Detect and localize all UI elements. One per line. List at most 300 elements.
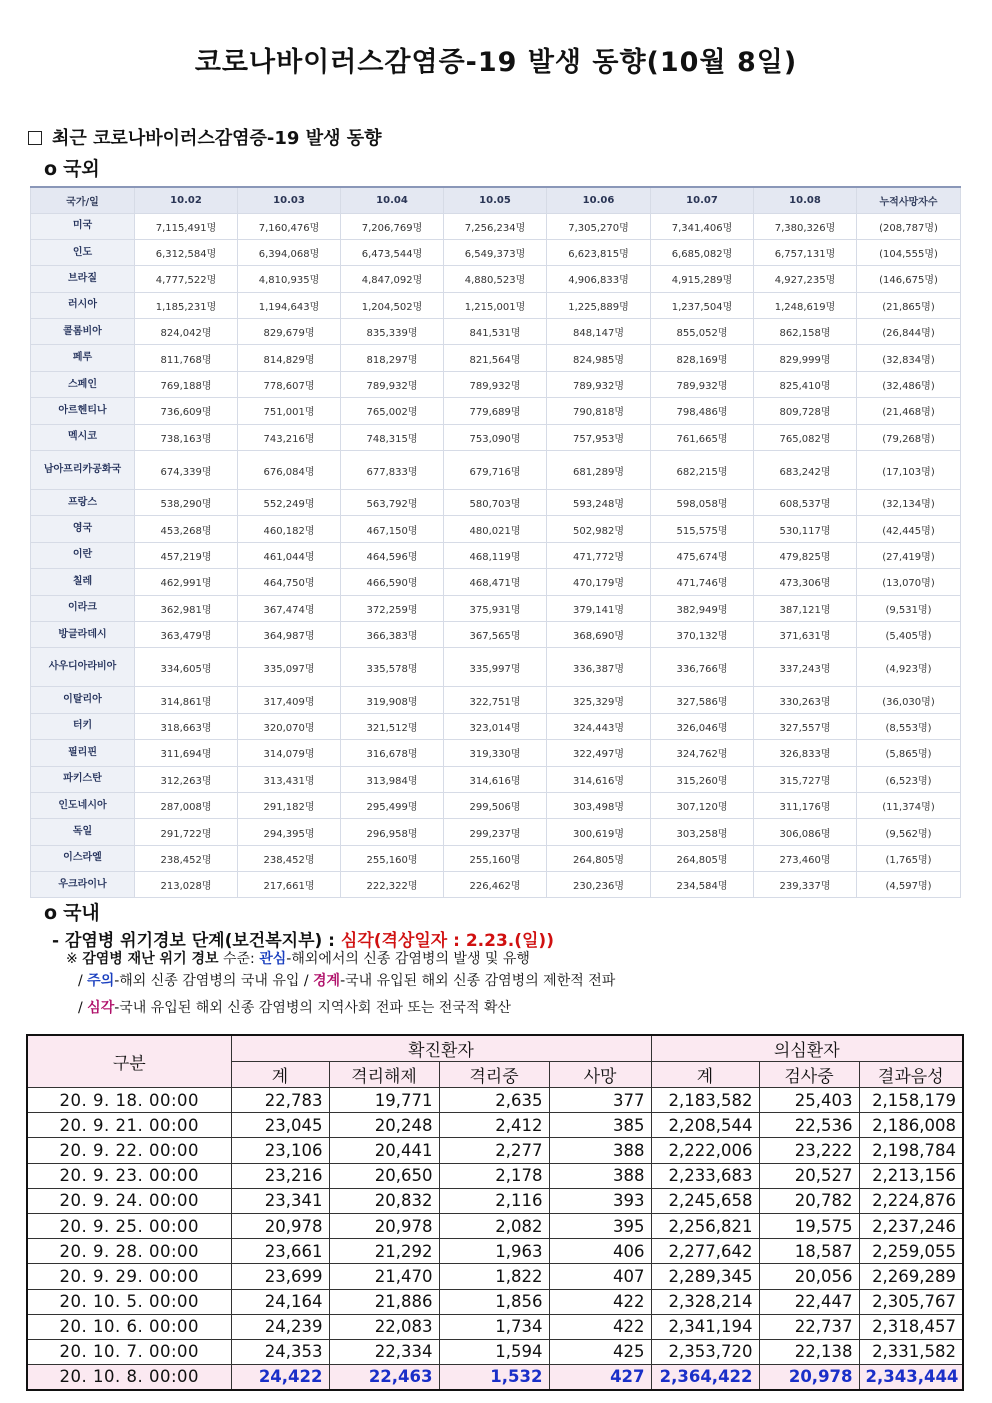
case-count-cell: 4,810,935명 [238, 266, 341, 292]
level-serious: 심각 [87, 1000, 115, 1016]
count-cell: 2,198,784 [859, 1138, 963, 1163]
case-count-cell: 4,847,092명 [341, 266, 444, 292]
cumulative-deaths-cell: (32,486명) [857, 371, 961, 397]
foreign-col-header: 10.07 [651, 187, 754, 213]
count-cell: 2,082 [439, 1213, 549, 1238]
case-count-cell: 321,512명 [341, 713, 444, 739]
country-name: 방글라데시 [31, 621, 135, 647]
case-count-cell: 4,915,289명 [651, 266, 754, 292]
count-cell: 407 [549, 1264, 651, 1289]
case-count-cell: 324,762명 [651, 740, 754, 766]
country-name: 인도 [31, 239, 135, 265]
case-count-cell: 789,932명 [444, 371, 547, 397]
table-row [31, 424, 961, 450]
case-count-cell: 751,001명 [238, 398, 341, 424]
alert-note-line-2 [78, 970, 615, 990]
table-row [27, 1138, 963, 1163]
case-count-cell: 608,537명 [754, 490, 857, 516]
case-count-cell: 862,158명 [754, 319, 857, 345]
count-cell: 24,353 [231, 1339, 329, 1364]
case-count-cell: 464,750명 [238, 569, 341, 595]
foreign-col-header: 10.05 [444, 187, 547, 213]
count-cell: 2,331,582 [859, 1339, 963, 1364]
count-cell: 24,239 [231, 1314, 329, 1339]
table-row [31, 516, 961, 542]
case-count-cell: 470,179명 [547, 569, 651, 595]
country-name: 스페인 [31, 371, 135, 397]
count-cell: 2,208,544 [651, 1113, 759, 1138]
note-mid: 수준: [218, 951, 260, 967]
case-count-cell: 6,312,584명 [135, 239, 238, 265]
count-cell: 22,536 [759, 1113, 859, 1138]
cumulative-deaths-cell: (146,675명) [857, 266, 961, 292]
count-cell: 21,470 [329, 1264, 439, 1289]
count-cell: 2,245,658 [651, 1188, 759, 1213]
count-cell: 20,832 [329, 1188, 439, 1213]
table-row [31, 845, 961, 871]
case-count-cell: 677,833명 [341, 451, 444, 490]
case-count-cell: 7,206,769명 [341, 213, 444, 239]
case-count-cell: 317,409명 [238, 687, 341, 713]
count-cell: 1,594 [439, 1339, 549, 1364]
table-row [27, 1365, 963, 1390]
case-count-cell: 1,204,502명 [341, 292, 444, 318]
table-row [31, 766, 961, 792]
case-count-cell: 319,908명 [341, 687, 444, 713]
case-count-cell: 336,387명 [547, 648, 651, 687]
case-count-cell: 311,694명 [135, 740, 238, 766]
domestic-sub-header: 사망 [549, 1062, 651, 1088]
cumulative-deaths-cell: (5,405명) [857, 621, 961, 647]
cumulative-deaths-cell: (4,597명) [857, 872, 961, 898]
alert-note-line [66, 948, 530, 968]
count-cell: 20,248 [329, 1113, 439, 1138]
table-row [31, 345, 961, 371]
cumulative-deaths-cell: (8,553명) [857, 713, 961, 739]
case-count-cell: 530,117명 [754, 516, 857, 542]
table-row [27, 1239, 963, 1264]
count-cell: 2,412 [439, 1113, 549, 1138]
country-name: 이란 [31, 542, 135, 568]
case-count-cell: 738,163명 [135, 424, 238, 450]
case-count-cell: 814,829명 [238, 345, 341, 371]
country-name: 필리핀 [31, 740, 135, 766]
case-count-cell: 824,985명 [547, 345, 651, 371]
case-count-cell: 789,932명 [651, 371, 754, 397]
count-cell: 22,447 [759, 1289, 859, 1314]
cumulative-deaths-cell: (1,765명) [857, 845, 961, 871]
case-count-cell: 681,289명 [547, 451, 651, 490]
country-name: 아르헨티나 [31, 398, 135, 424]
date-cell: 20. 9. 24. 00:00 [27, 1188, 231, 1213]
case-count-cell: 462,991명 [135, 569, 238, 595]
count-cell: 1,532 [439, 1365, 549, 1390]
country-name: 이라크 [31, 595, 135, 621]
count-cell: 18,587 [759, 1239, 859, 1264]
table-row [31, 213, 961, 239]
cumulative-deaths-cell: (5,865명) [857, 740, 961, 766]
table-row [31, 819, 961, 845]
case-count-cell: 367,565명 [444, 621, 547, 647]
count-cell: 20,650 [329, 1163, 439, 1188]
foreign-table-body [31, 213, 961, 898]
case-count-cell: 273,460명 [754, 845, 857, 871]
case-count-cell: 471,772명 [547, 542, 651, 568]
count-cell: 25,403 [759, 1088, 859, 1113]
case-count-cell: 466,590명 [341, 569, 444, 595]
case-count-cell: 6,549,373명 [444, 239, 547, 265]
count-cell: 20,978 [231, 1213, 329, 1238]
case-count-cell: 379,141명 [547, 595, 651, 621]
case-count-cell: 217,661명 [238, 872, 341, 898]
table-row [27, 1339, 963, 1364]
count-cell: 20,441 [329, 1138, 439, 1163]
count-cell: 2,222,006 [651, 1138, 759, 1163]
count-cell: 1,734 [439, 1314, 549, 1339]
alert-note-line-3 [78, 997, 511, 1017]
case-count-cell: 743,216명 [238, 424, 341, 450]
case-count-cell: 4,927,235명 [754, 266, 857, 292]
count-cell: 406 [549, 1239, 651, 1264]
case-count-cell: 753,090명 [444, 424, 547, 450]
count-cell: 19,771 [329, 1088, 439, 1113]
case-count-cell: 315,727명 [754, 766, 857, 792]
checkbox-square-icon [28, 131, 42, 145]
count-cell: 2,186,008 [859, 1113, 963, 1138]
table-row [31, 621, 961, 647]
table-row [27, 1188, 963, 1213]
count-cell: 2,183,582 [651, 1088, 759, 1113]
case-count-cell: 239,337명 [754, 872, 857, 898]
date-cell: 20. 9. 22. 00:00 [27, 1138, 231, 1163]
count-cell: 2,116 [439, 1188, 549, 1213]
note-sep: / [78, 973, 88, 989]
count-cell: 2,178 [439, 1163, 549, 1188]
case-count-cell: 4,906,833명 [547, 266, 651, 292]
count-cell: 422 [549, 1289, 651, 1314]
case-count-cell: 6,685,082명 [651, 239, 754, 265]
case-count-cell: 552,249명 [238, 490, 341, 516]
case-count-cell: 811,768명 [135, 345, 238, 371]
cumulative-deaths-cell: (21,865명) [857, 292, 961, 318]
country-name: 프랑스 [31, 490, 135, 516]
case-count-cell: 790,818명 [547, 398, 651, 424]
foreign-col-header: 10.08 [754, 187, 857, 213]
level-interest-desc: -해외에서의 신종 감염병의 발생 및 유행 [286, 951, 530, 967]
count-cell: 2,635 [439, 1088, 549, 1113]
case-count-cell: 757,953명 [547, 424, 651, 450]
case-count-cell: 364,987명 [238, 621, 341, 647]
case-count-cell: 676,084명 [238, 451, 341, 490]
case-count-cell: 255,160명 [341, 845, 444, 871]
case-count-cell: 327,557명 [754, 713, 857, 739]
count-cell: 20,782 [759, 1188, 859, 1213]
alert-prefix: - 감염병 위기경보 단계(보건복지부) : [52, 931, 341, 951]
count-cell: 385 [549, 1113, 651, 1138]
foreign-col-header: 10.04 [341, 187, 444, 213]
case-count-cell: 370,132명 [651, 621, 754, 647]
case-count-cell: 580,703명 [444, 490, 547, 516]
count-cell: 20,978 [759, 1365, 859, 1390]
level-alert-desc: -국내 유입된 해외 신종 감염병의 제한적 전파 [340, 973, 616, 989]
case-count-cell: 363,479명 [135, 621, 238, 647]
cumulative-deaths-cell: (11,374명) [857, 792, 961, 818]
case-count-cell: 7,115,491명 [135, 213, 238, 239]
case-count-cell: 1,225,889명 [547, 292, 651, 318]
count-cell: 377 [549, 1088, 651, 1113]
case-count-cell: 230,236명 [547, 872, 651, 898]
table-row [31, 569, 961, 595]
case-count-cell: 1,237,504명 [651, 292, 754, 318]
case-count-cell: 319,330명 [444, 740, 547, 766]
case-count-cell: 299,237명 [444, 819, 547, 845]
note-bold: 감염병 재난 위기 경보 [82, 951, 219, 967]
level-alert: 경계 [313, 973, 341, 989]
count-cell: 2,364,422 [651, 1365, 759, 1390]
case-count-cell: 382,949명 [651, 595, 754, 621]
table-row [27, 1088, 963, 1113]
count-cell: 20,978 [329, 1213, 439, 1238]
case-count-cell: 327,586명 [651, 687, 754, 713]
case-count-cell: 322,497명 [547, 740, 651, 766]
case-count-cell: 765,002명 [341, 398, 444, 424]
table-row [31, 595, 961, 621]
case-count-cell: 563,792명 [341, 490, 444, 516]
case-count-cell: 322,751명 [444, 687, 547, 713]
count-cell: 22,138 [759, 1339, 859, 1364]
case-count-cell: 291,722명 [135, 819, 238, 845]
count-cell: 21,292 [329, 1239, 439, 1264]
overseas-label: 국외 [63, 158, 100, 180]
date-cell: 20. 9. 21. 00:00 [27, 1113, 231, 1138]
table-row [27, 1163, 963, 1188]
level-serious-desc: -국내 유입된 해외 신종 감염병의 지역사회 전파 또는 전국적 확산 [114, 1000, 511, 1016]
case-count-cell: 303,258명 [651, 819, 754, 845]
foreign-cases-table [30, 186, 961, 898]
case-count-cell: 683,242명 [754, 451, 857, 490]
case-count-cell: 538,290명 [135, 490, 238, 516]
case-count-cell: 313,431명 [238, 766, 341, 792]
country-name: 브라질 [31, 266, 135, 292]
date-cell: 20. 9. 29. 00:00 [27, 1264, 231, 1289]
case-count-cell: 464,596명 [341, 542, 444, 568]
case-count-cell: 238,452명 [135, 845, 238, 871]
count-cell: 388 [549, 1138, 651, 1163]
case-count-cell: 769,188명 [135, 371, 238, 397]
case-count-cell: 598,058명 [651, 490, 754, 516]
col-category-header: 구분 [27, 1035, 231, 1088]
case-count-cell: 255,160명 [444, 845, 547, 871]
count-cell: 422 [549, 1314, 651, 1339]
case-count-cell: 306,086명 [754, 819, 857, 845]
count-cell: 20,056 [759, 1264, 859, 1289]
case-count-cell: 468,119명 [444, 542, 547, 568]
table-row [31, 266, 961, 292]
country-name: 파키스탄 [31, 766, 135, 792]
count-cell: 2,237,246 [859, 1213, 963, 1238]
section-recent-label: 최근 코로나바이러스감염증-19 발생 동향 [52, 128, 382, 149]
table-row [31, 687, 961, 713]
case-count-cell: 326,833명 [754, 740, 857, 766]
case-count-cell: 789,932명 [341, 371, 444, 397]
case-count-cell: 303,498명 [547, 792, 651, 818]
count-cell: 2,277 [439, 1138, 549, 1163]
case-count-cell: 674,339명 [135, 451, 238, 490]
domestic-label: 국내 [63, 902, 100, 924]
case-count-cell: 7,160,476명 [238, 213, 341, 239]
count-cell: 2,305,767 [859, 1289, 963, 1314]
count-cell: 2,259,055 [859, 1239, 963, 1264]
page-title: 코로나바이러스감염증-19 발생 동향(10월 8일) [194, 47, 798, 78]
count-cell: 20,527 [759, 1163, 859, 1188]
group-suspected-header: 의심환자 [651, 1035, 963, 1062]
table-row [31, 398, 961, 424]
cumulative-deaths-cell: (27,419명) [857, 542, 961, 568]
case-count-cell: 761,665명 [651, 424, 754, 450]
country-name: 우크라이나 [31, 872, 135, 898]
count-cell: 2,277,642 [651, 1239, 759, 1264]
case-count-cell: 315,260명 [651, 766, 754, 792]
case-count-cell: 798,486명 [651, 398, 754, 424]
case-count-cell: 748,315명 [341, 424, 444, 450]
case-count-cell: 387,121명 [754, 595, 857, 621]
count-cell: 2,353,720 [651, 1339, 759, 1364]
domestic-sub-header: 격리중 [439, 1062, 549, 1088]
case-count-cell: 467,150명 [341, 516, 444, 542]
cumulative-deaths-cell: (13,070명) [857, 569, 961, 595]
table-row [31, 792, 961, 818]
country-name: 멕시코 [31, 424, 135, 450]
count-cell: 22,334 [329, 1339, 439, 1364]
case-count-cell: 335,997명 [444, 648, 547, 687]
foreign-col-header: 10.02 [135, 187, 238, 213]
count-cell: 2,289,345 [651, 1264, 759, 1289]
case-count-cell: 818,297명 [341, 345, 444, 371]
foreign-col-header: 누적사망자수 [857, 187, 961, 213]
table-row [31, 319, 961, 345]
count-cell: 23,222 [759, 1138, 859, 1163]
case-count-cell: 337,243명 [754, 648, 857, 687]
table-row [31, 371, 961, 397]
case-count-cell: 778,607명 [238, 371, 341, 397]
case-count-cell: 312,263명 [135, 766, 238, 792]
foreign-col-header: 10.03 [238, 187, 341, 213]
cumulative-deaths-cell: (17,103명) [857, 451, 961, 490]
case-count-cell: 779,689명 [444, 398, 547, 424]
count-cell: 23,341 [231, 1188, 329, 1213]
count-cell: 19,575 [759, 1213, 859, 1238]
case-count-cell: 4,880,523명 [444, 266, 547, 292]
table-row [31, 740, 961, 766]
count-cell: 22,083 [329, 1314, 439, 1339]
count-cell: 2,256,821 [651, 1213, 759, 1238]
count-cell: 2,343,444 [859, 1365, 963, 1390]
domestic-sub-header: 결과음성 [859, 1062, 963, 1088]
table-row [27, 1264, 963, 1289]
count-cell: 1,963 [439, 1239, 549, 1264]
count-cell: 2,269,289 [859, 1264, 963, 1289]
case-count-cell: 736,609명 [135, 398, 238, 424]
level-caution: 주의 [87, 973, 115, 989]
domestic-cases-table [26, 1034, 964, 1391]
count-cell: 2,318,457 [859, 1314, 963, 1339]
count-cell: 24,422 [231, 1365, 329, 1390]
case-count-cell: 829,999명 [754, 345, 857, 371]
case-count-cell: 330,263명 [754, 687, 857, 713]
table-row [31, 713, 961, 739]
case-count-cell: 238,452명 [238, 845, 341, 871]
case-count-cell: 313,984명 [341, 766, 444, 792]
cumulative-deaths-cell: (6,523명) [857, 766, 961, 792]
case-count-cell: 468,471명 [444, 569, 547, 595]
count-cell: 22,737 [759, 1314, 859, 1339]
country-name: 콜롬비아 [31, 319, 135, 345]
section-recent-heading [28, 124, 382, 150]
case-count-cell: 6,623,815명 [547, 239, 651, 265]
case-count-cell: 234,584명 [651, 872, 754, 898]
case-count-cell: 6,757,131명 [754, 239, 857, 265]
case-count-cell: 318,663명 [135, 713, 238, 739]
note-lead: ※ [66, 951, 83, 967]
case-count-cell: 366,383명 [341, 621, 444, 647]
case-count-cell: 824,042명 [135, 319, 238, 345]
case-count-cell: 335,097명 [238, 648, 341, 687]
count-cell: 393 [549, 1188, 651, 1213]
table-row [31, 292, 961, 318]
foreign-col-header: 10.06 [547, 187, 651, 213]
group-confirmed-header: 확진환자 [231, 1035, 651, 1062]
foreign-col-header: 국가/일 [31, 187, 135, 213]
case-count-cell: 311,176명 [754, 792, 857, 818]
case-count-cell: 375,931명 [444, 595, 547, 621]
note-sep: / [78, 1000, 88, 1016]
case-count-cell: 324,443명 [547, 713, 651, 739]
domestic-table-body [27, 1088, 963, 1390]
case-count-cell: 7,341,406명 [651, 213, 754, 239]
count-cell: 24,164 [231, 1289, 329, 1314]
cumulative-deaths-cell: (32,834명) [857, 345, 961, 371]
cumulative-deaths-cell: (21,468명) [857, 398, 961, 424]
date-cell: 20. 10. 7. 00:00 [27, 1339, 231, 1364]
bullet-marker: o [44, 902, 58, 924]
case-count-cell: 371,631명 [754, 621, 857, 647]
count-cell: 2,233,683 [651, 1163, 759, 1188]
foreign-table-header-row [31, 187, 961, 213]
date-cell: 20. 9. 25. 00:00 [27, 1213, 231, 1238]
case-count-cell: 295,499명 [341, 792, 444, 818]
table-row [27, 1289, 963, 1314]
case-count-cell: 6,394,068명 [238, 239, 341, 265]
case-count-cell: 1,194,643명 [238, 292, 341, 318]
case-count-cell: 480,021명 [444, 516, 547, 542]
table-row [27, 1314, 963, 1339]
case-count-cell: 264,805명 [651, 845, 754, 871]
count-cell: 21,886 [329, 1289, 439, 1314]
count-cell: 23,699 [231, 1264, 329, 1289]
case-count-cell: 367,474명 [238, 595, 341, 621]
case-count-cell: 1,248,619명 [754, 292, 857, 318]
cumulative-deaths-cell: (9,531명) [857, 595, 961, 621]
case-count-cell: 307,120명 [651, 792, 754, 818]
count-cell: 2,224,876 [859, 1188, 963, 1213]
case-count-cell: 299,506명 [444, 792, 547, 818]
case-count-cell: 323,014명 [444, 713, 547, 739]
case-count-cell: 479,825명 [754, 542, 857, 568]
level-caution-desc: -해외 신종 감염병의 국내 유입 / [114, 973, 313, 989]
bullet-marker: o [44, 158, 58, 180]
case-count-cell: 7,380,326명 [754, 213, 857, 239]
case-count-cell: 679,716명 [444, 451, 547, 490]
